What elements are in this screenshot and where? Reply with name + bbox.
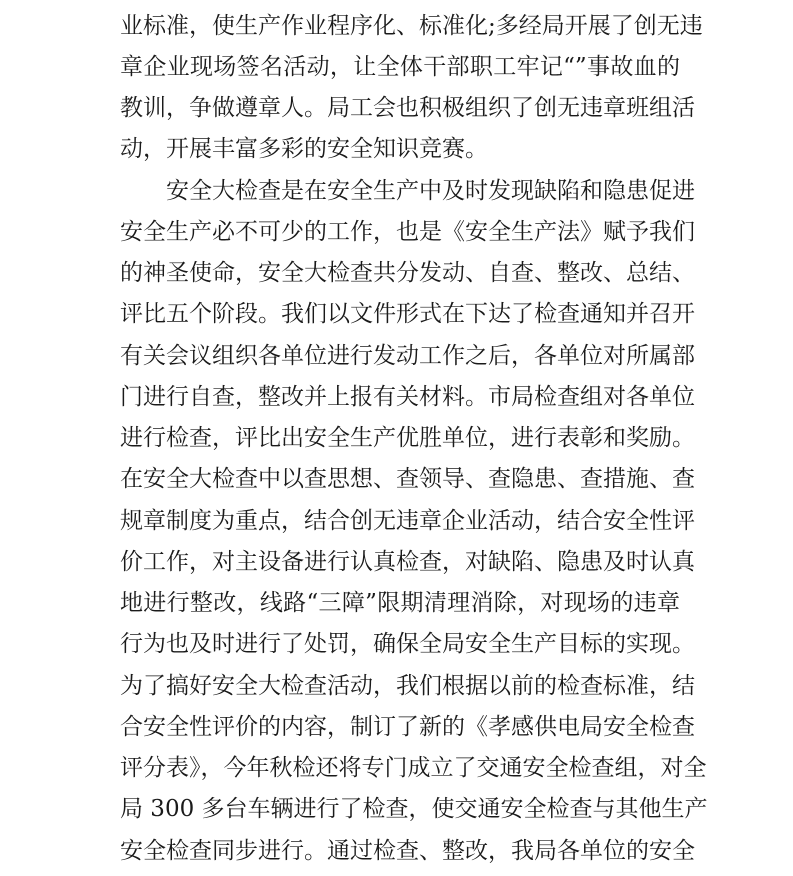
text-line: 进行检查，评比出安全生产优胜单位，进行表彰和奖励。 [120,425,695,451]
text-line: 在安全大检查中以查思想、查领导、查隐患、查措施、查 [120,466,695,492]
text-line: 评比五个阶段。我们以文件形式在下达了检查通知并召开 [120,301,695,327]
text-line: 业标准，使生产作业程序化、标准化;多经局开展了创无违 [120,13,703,39]
text-line: 有关会议组织各单位进行发动工作之后，各单位对所属部 [120,343,695,369]
text-line: 行为也及时进行了处罚，确保全局安全生产目标的实现。 [120,631,695,657]
text-line: 价工作，对主设备进行认真检查，对缺陷、隐患及时认真 [120,549,695,575]
text-line: 安全大检查是在安全生产中及时发现缺陷和隐患促进 [120,178,695,204]
text-line: 评分表》，今年秋检还将专门成立了交通安全检查组，对全 [120,755,707,781]
text-line: 地进行整改，线路“三障”限期清理消除，对现场的违章 [120,590,680,616]
text-line: 合安全性评价的内容，制订了新的《孝感供电局安全检查 [120,714,695,740]
text-line: 动，开展丰富多彩的安全知识竞赛。 [120,136,488,162]
text-line: 局 300 多台车辆进行了检查，使交通安全检查与其他生产 [120,796,708,822]
text-line: 安全生产必不可少的工作，也是《安全生产法》赋予我们 [120,219,695,245]
text-line: 为了搞好安全大检查活动，我们根据以前的检查标准，结 [120,673,695,699]
text-line: 门进行自查，整改并上报有关材料。市局检查组对各单位 [120,384,695,410]
text-line: 章企业现场签名活动，让全体干部职工牢记“”事故血的 [120,54,680,80]
text-line: 规章制度为重点，结合创无违章企业活动，结合安全性评 [120,508,695,534]
text-line: 安全检查同步进行。通过检查、整改，我局各单位的安全 [120,838,695,864]
text-line: 教训，争做遵章人。局工会也积极组织了创无违章班组活 [120,95,695,121]
text-line: 的神圣使命，安全大检查共分发动、自查、整改、总结、 [120,260,695,286]
